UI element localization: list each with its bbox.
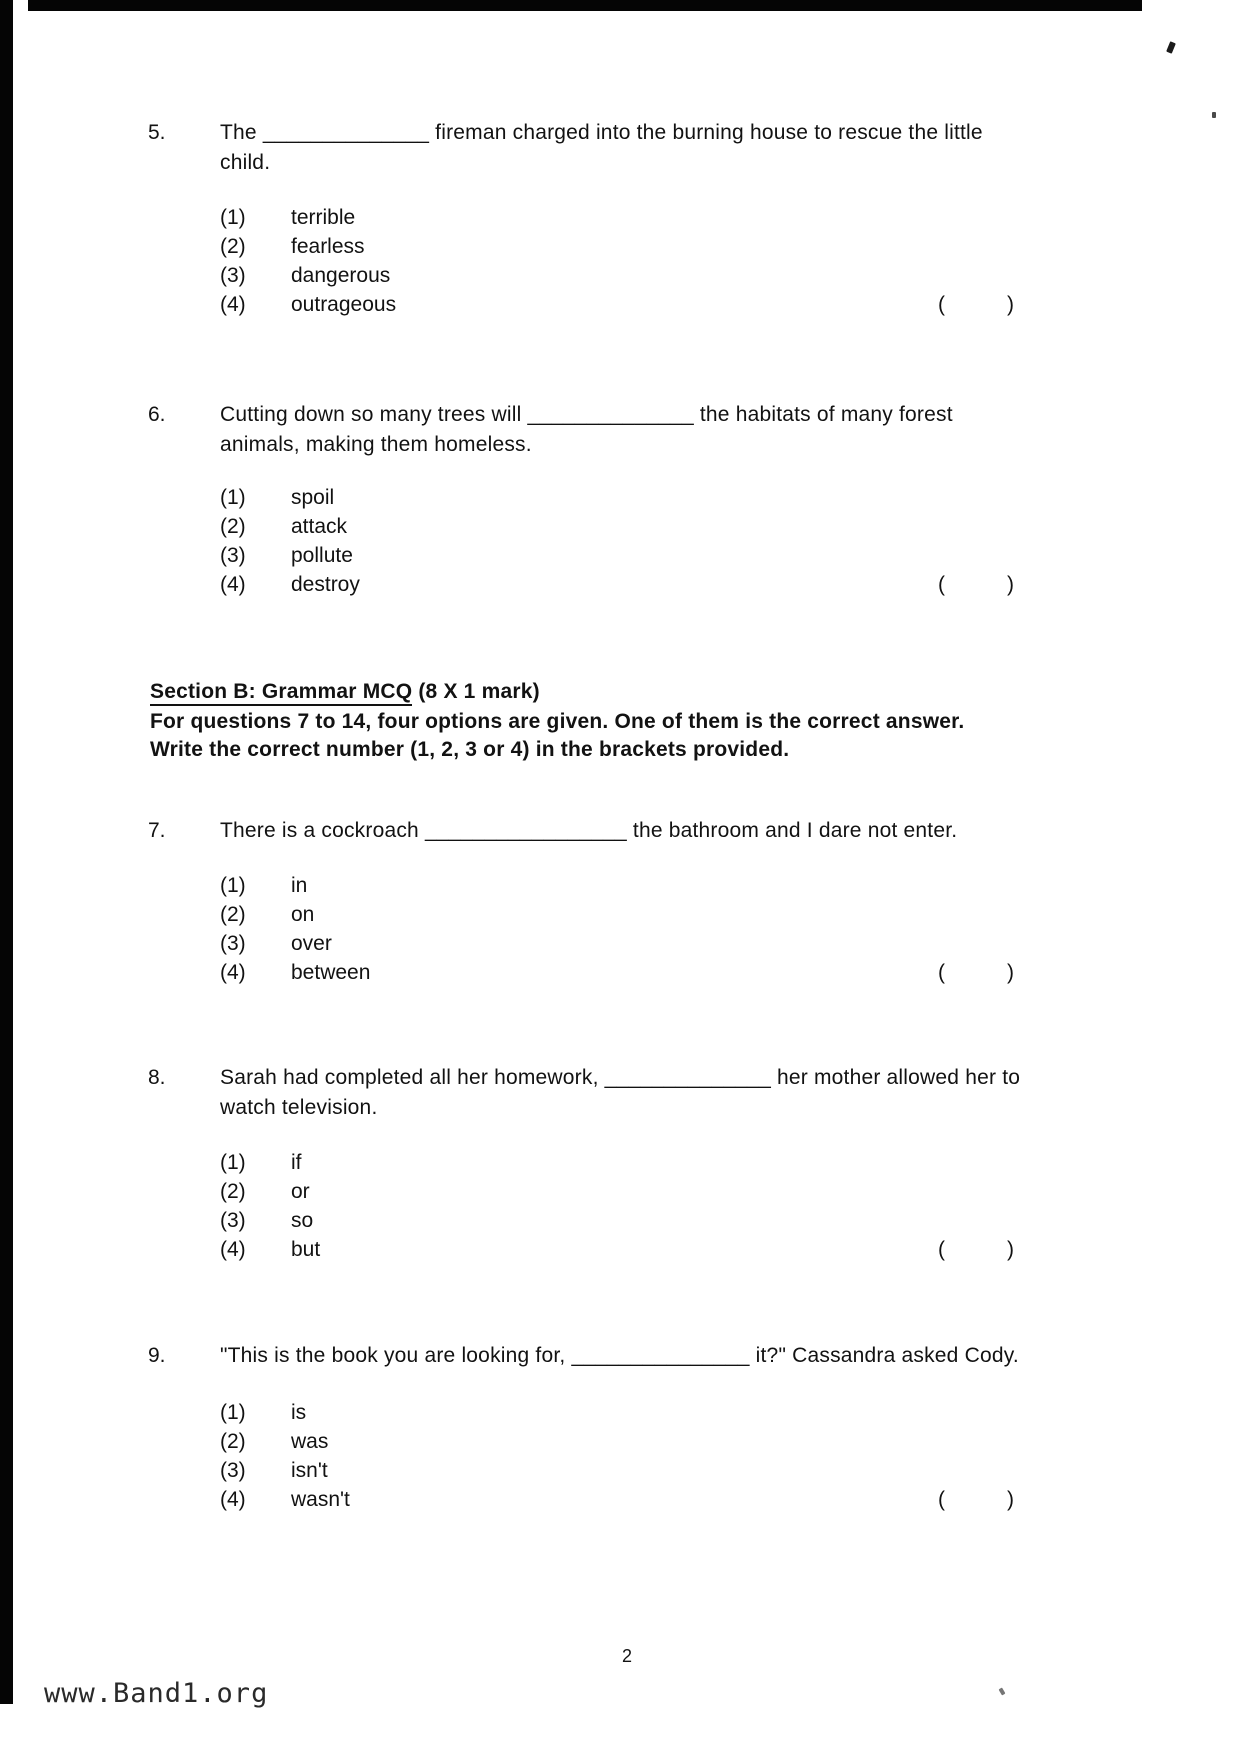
question-8-option-4 <box>220 1237 320 1263</box>
question-5-option-4 <box>220 292 396 318</box>
page-number: 2 <box>622 1646 633 1666</box>
bracket-close: ) <box>1007 293 1014 316</box>
question-8-answer-brackets <box>938 1237 1014 1263</box>
question-5-line-1: The ______________ fireman charged into the burning house to rescue the little <box>220 121 983 144</box>
question-7-line-1: There is a cockroach _________________ the bathroom and I dare not enter. <box>220 819 958 842</box>
bracket-close: ) <box>1007 961 1014 984</box>
option-number: (3) <box>220 1459 246 1482</box>
question-9-option-2 <box>220 1429 328 1455</box>
question-7-text <box>220 816 957 846</box>
question-7-option-2 <box>220 902 314 928</box>
option-label: so <box>291 1209 314 1232</box>
bracket-close: ) <box>1007 573 1014 596</box>
bracket-close: ) <box>1007 1488 1014 1511</box>
question-8-option-3 <box>220 1208 313 1234</box>
option-label: is <box>291 1401 307 1424</box>
section-b-marks: (8 X 1 mark) <box>412 680 540 703</box>
option-number: (1) <box>220 1401 246 1424</box>
option-label: but <box>291 1238 321 1261</box>
bracket-open: ( <box>938 573 945 596</box>
question-9-line-1: "This is the book you are looking for, _______________ it?" Cassandra asked Cody. <box>220 1344 1019 1367</box>
question-7-option-1 <box>220 873 307 899</box>
option-label: fearless <box>291 235 365 258</box>
option-number: (4) <box>220 1238 246 1261</box>
question-5-text <box>220 118 983 178</box>
question-8-option-1 <box>220 1150 302 1176</box>
option-number: (3) <box>220 932 246 955</box>
option-number: (2) <box>220 515 246 538</box>
question-6-line-1: Cutting down so many trees will ______________ the habitats of many forest <box>220 403 953 426</box>
question-5-option-2 <box>220 234 365 260</box>
option-label: between <box>291 961 371 984</box>
scan-artifact-left-bar <box>0 0 13 1704</box>
question-6-option-3 <box>220 543 353 569</box>
question-5-option-3 <box>220 263 390 289</box>
option-number: (3) <box>220 264 246 287</box>
question-5-answer-brackets <box>938 292 1014 318</box>
bracket-open: ( <box>938 1238 945 1261</box>
bracket-open: ( <box>938 293 945 316</box>
question-8-text <box>220 1063 1020 1123</box>
question-9-option-3 <box>220 1458 328 1484</box>
option-label: outrageous <box>291 293 397 316</box>
option-label: pollute <box>291 544 353 567</box>
option-label: was <box>291 1430 329 1453</box>
watermark-url: www.Band1.org <box>44 1678 269 1709</box>
question-8-line-2: watch television. <box>220 1096 378 1119</box>
option-label: dangerous <box>291 264 391 287</box>
option-number: (1) <box>220 874 246 897</box>
option-number: (3) <box>220 1209 246 1232</box>
question-9-option-4 <box>220 1487 350 1513</box>
option-label: in <box>291 874 308 897</box>
question-5-line-2: child. <box>220 151 271 174</box>
section-b-heading <box>150 678 540 706</box>
option-number: (2) <box>220 1180 246 1203</box>
option-label: terrible <box>291 206 356 229</box>
question-6-option-4 <box>220 572 360 598</box>
question-6-text <box>220 400 953 460</box>
scan-speck <box>1212 112 1216 118</box>
question-9-number: 9. <box>148 1344 166 1367</box>
question-7-answer-brackets <box>938 960 1014 986</box>
question-8-line-1: Sarah had completed all her homework, ______________ her mother allowed her to <box>220 1066 1021 1089</box>
option-label: attack <box>291 515 348 538</box>
section-b-instruction-line-2: Write the correct number (1, 2, 3 or 4) in the brackets provided. <box>150 738 790 761</box>
option-number: (3) <box>220 544 246 567</box>
question-9-option-1 <box>220 1400 306 1426</box>
option-number: (4) <box>220 293 246 316</box>
question-8-number: 8. <box>148 1066 166 1089</box>
bracket-open: ( <box>938 961 945 984</box>
option-label: isn't <box>291 1459 328 1482</box>
question-7-number: 7. <box>148 819 166 842</box>
option-number: (1) <box>220 206 246 229</box>
question-6-answer-brackets <box>938 572 1014 598</box>
question-6-option-1 <box>220 485 334 511</box>
option-number: (4) <box>220 573 246 596</box>
section-b-instruction-line-1: For questions 7 to 14, four options are given. One of them is the correct answer. <box>150 710 965 733</box>
question-7-option-3 <box>220 931 332 957</box>
question-6-line-2: animals, making them homeless. <box>220 433 532 456</box>
question-6-number: 6. <box>148 403 166 426</box>
option-label: over <box>291 932 332 955</box>
option-label: if <box>291 1151 302 1174</box>
bracket-close: ) <box>1007 1238 1014 1261</box>
question-6-option-2 <box>220 514 347 540</box>
option-label: on <box>291 903 315 926</box>
option-number: (2) <box>220 1430 246 1453</box>
section-b-title: Section B: Grammar MCQ <box>150 680 412 706</box>
option-label: wasn't <box>291 1488 350 1511</box>
question-9-text <box>220 1341 1019 1371</box>
option-number: (2) <box>220 235 246 258</box>
question-9-answer-brackets <box>938 1487 1014 1513</box>
option-label: spoil <box>291 486 335 509</box>
option-label: or <box>291 1180 310 1203</box>
question-5-number: 5. <box>148 121 166 144</box>
bracket-open: ( <box>938 1488 945 1511</box>
question-5-option-1 <box>220 205 355 231</box>
option-number: (4) <box>220 1488 246 1511</box>
option-number: (4) <box>220 961 246 984</box>
option-number: (1) <box>220 1151 246 1174</box>
option-number: (2) <box>220 903 246 926</box>
question-7-option-4 <box>220 960 370 986</box>
option-number: (1) <box>220 486 246 509</box>
question-8-option-2 <box>220 1179 310 1205</box>
scan-artifact-top-bar <box>28 0 1142 11</box>
option-label: destroy <box>291 573 360 596</box>
